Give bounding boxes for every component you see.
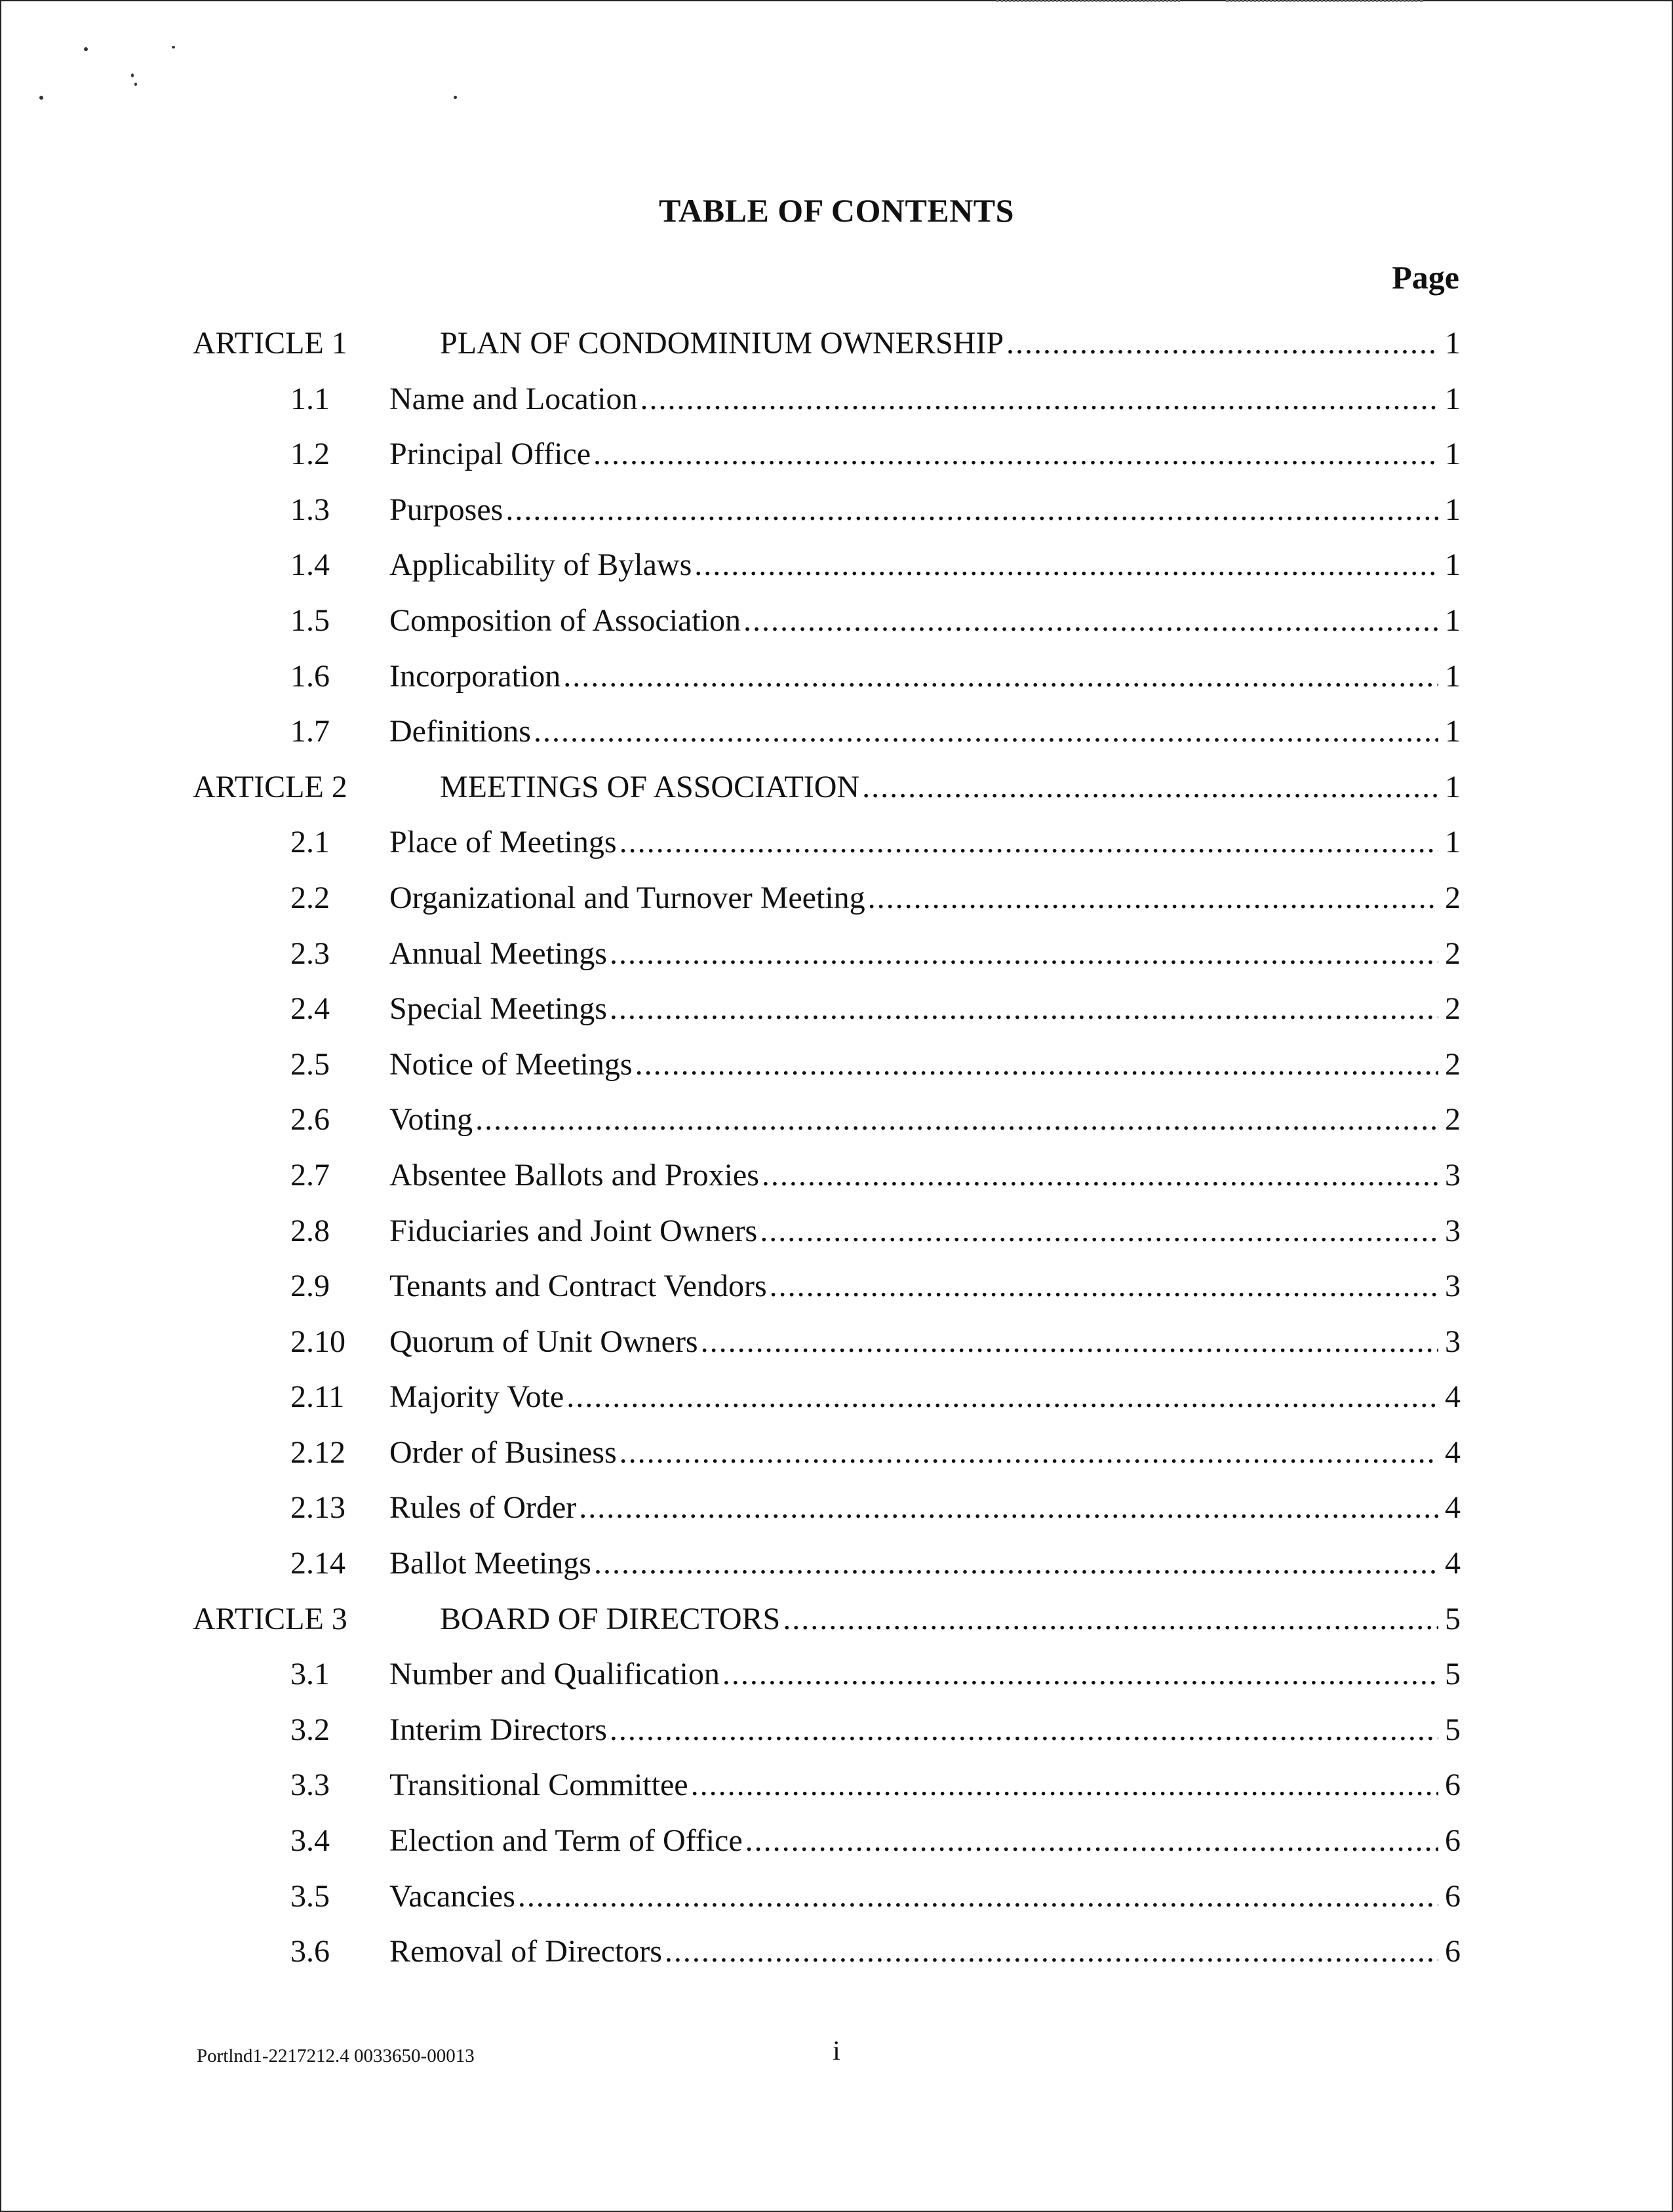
toc-entry-page: 2 — [1445, 880, 1461, 915]
toc-entry-line — [389, 1101, 1461, 1137]
dot-leader — [722, 1656, 1438, 1692]
scan-noise — [996, 0, 1180, 9]
toc-section-row — [0, 492, 1673, 547]
toc-entry-title: Removal of Directors — [389, 1934, 662, 1969]
toc-section-row — [0, 602, 1673, 658]
dot-leader — [762, 1157, 1438, 1193]
toc-section-row — [0, 1324, 1673, 1379]
toc-entry-page: 2 — [1445, 1102, 1461, 1137]
toc-entry-page: 1 — [1445, 825, 1461, 860]
toc-entry-page: 6 — [1445, 1768, 1461, 1803]
dot-leader — [610, 936, 1438, 972]
toc-entry-page: 1 — [1445, 714, 1461, 749]
toc-entry-line — [389, 1434, 1461, 1471]
toc-entry-title: Name and Location — [389, 381, 638, 416]
toc-entry-line — [389, 1545, 1461, 1581]
dot-leader — [475, 1101, 1438, 1137]
toc-article-row — [0, 1601, 1673, 1657]
scan-speck — [454, 96, 457, 99]
toc-section-row — [0, 1434, 1673, 1490]
toc-entry-line — [389, 880, 1461, 916]
dot-leader — [1006, 325, 1438, 361]
toc-entry-line — [389, 1823, 1461, 1859]
toc-section-row — [0, 1490, 1673, 1545]
toc-section-row — [0, 936, 1673, 991]
toc-entry-number: 2.1 — [290, 825, 330, 860]
toc-entry-line — [389, 713, 1461, 749]
toc-entry-line — [389, 1767, 1461, 1803]
dot-leader — [620, 824, 1438, 860]
toc-entry-number: 3.4 — [290, 1823, 330, 1859]
dot-leader — [694, 547, 1438, 583]
table-of-contents — [0, 325, 1673, 1989]
page-title: TABLE OF CONTENTS — [659, 192, 1014, 229]
toc-entry-number: 1.4 — [290, 547, 330, 583]
toc-entry-page: 5 — [1445, 1657, 1461, 1692]
toc-section-row — [0, 880, 1673, 936]
toc-entry-page: 1 — [1445, 602, 1461, 638]
dot-leader — [610, 1712, 1438, 1748]
toc-entry-number: 1.3 — [290, 492, 330, 527]
toc-section-row — [0, 1046, 1673, 1102]
toc-entry-line — [389, 492, 1461, 528]
toc-entry-title: Applicability of Bylaws — [389, 547, 692, 583]
toc-entry-page: 4 — [1445, 1434, 1461, 1470]
toc-entry-title: Tenants and Contract Vendors — [389, 1269, 767, 1304]
toc-section-row — [0, 1712, 1673, 1768]
dot-leader — [640, 381, 1438, 417]
toc-entry-number: 2.8 — [290, 1213, 330, 1248]
toc-entry-line — [389, 1490, 1461, 1526]
toc-entry-title: Ballot Meetings — [389, 1546, 591, 1581]
toc-section-row — [0, 1767, 1673, 1823]
toc-entry-number: 1.6 — [290, 658, 330, 694]
dot-leader — [620, 1434, 1438, 1471]
toc-entry-title: Election and Term of Office — [389, 1823, 743, 1859]
toc-entry-title: Transitional Committee — [389, 1768, 688, 1803]
toc-entry-page: 1 — [1445, 658, 1461, 694]
toc-entry-number: ARTICLE 1 — [193, 326, 347, 361]
dot-leader — [534, 713, 1438, 749]
toc-entry-page: 5 — [1445, 1601, 1461, 1636]
footer-document-id: Portlnd1-2217212.4 0033650-00013 — [197, 2045, 475, 2066]
toc-entry-number: 2.7 — [290, 1157, 330, 1193]
scan-speck — [39, 96, 43, 100]
dot-leader — [566, 1379, 1438, 1415]
toc-entry-line — [389, 936, 1461, 972]
scan-speck — [131, 73, 134, 77]
toc-entry-line — [389, 1712, 1461, 1748]
toc-entry-page: 1 — [1445, 437, 1461, 472]
dot-leader — [579, 1490, 1438, 1526]
toc-entry-page: 6 — [1445, 1823, 1461, 1859]
dot-leader — [635, 1046, 1438, 1082]
toc-section-row — [0, 1268, 1673, 1324]
toc-entry-number: 2.13 — [290, 1490, 345, 1526]
toc-entry-page: 1 — [1445, 547, 1461, 583]
scan-noise — [1226, 0, 1423, 9]
toc-entry-number: ARTICLE 2 — [193, 769, 347, 804]
toc-entry-title: Interim Directors — [389, 1712, 607, 1747]
toc-section-row — [0, 991, 1673, 1046]
toc-section-row — [0, 1213, 1673, 1269]
toc-entry-page: 4 — [1445, 1490, 1461, 1526]
dot-leader — [593, 436, 1438, 472]
dot-leader — [743, 602, 1438, 639]
toc-entry-title: Number and Qualification — [389, 1657, 720, 1692]
toc-entry-line — [389, 1933, 1461, 1969]
toc-entry-title: Voting — [389, 1102, 473, 1137]
toc-section-row — [0, 1878, 1673, 1934]
toc-entry-title: Definitions — [389, 714, 531, 749]
toc-entry-number: 1.1 — [290, 381, 330, 416]
toc-entry-title: PLAN OF CONDOMINIUM OWNERSHIP — [440, 326, 1004, 361]
dot-leader — [760, 1213, 1438, 1249]
toc-entry-title: Principal Office — [389, 437, 591, 472]
toc-entry-line — [389, 1213, 1461, 1249]
toc-entry-number: 2.6 — [290, 1102, 330, 1137]
scan-speck — [84, 47, 88, 51]
dot-leader — [745, 1823, 1438, 1859]
dot-leader — [868, 880, 1438, 916]
dot-leader — [518, 1878, 1438, 1914]
toc-entry-number: 2.9 — [290, 1269, 330, 1304]
toc-entry-number: 2.10 — [290, 1324, 345, 1359]
toc-section-row — [0, 1656, 1673, 1712]
scan-speck — [134, 83, 137, 86]
dot-leader — [505, 492, 1438, 528]
toc-entry-line — [389, 1046, 1461, 1082]
footer-page-number: i — [833, 2036, 840, 2066]
toc-entry-title: Incorporation — [389, 658, 561, 694]
dot-leader — [665, 1933, 1438, 1969]
toc-entry-number: 2.14 — [290, 1546, 345, 1581]
toc-entry-line — [389, 1878, 1461, 1914]
toc-entry-line — [389, 991, 1461, 1027]
toc-entry-page: 1 — [1445, 326, 1461, 361]
toc-entry-page: 1 — [1445, 769, 1461, 804]
toc-entry-line — [440, 325, 1461, 361]
toc-entry-page: 2 — [1445, 1046, 1461, 1082]
toc-entry-line — [440, 769, 1461, 805]
toc-section-row — [0, 824, 1673, 880]
toc-entry-page: 6 — [1445, 1878, 1461, 1914]
toc-entry-title: Fiduciaries and Joint Owners — [389, 1213, 758, 1248]
dot-leader — [701, 1324, 1438, 1360]
toc-entry-number: 1.2 — [290, 437, 330, 472]
toc-entry-number: ARTICLE 3 — [193, 1601, 347, 1636]
toc-entry-number: 2.12 — [290, 1434, 345, 1470]
toc-entry-line — [389, 547, 1461, 583]
toc-section-row — [0, 713, 1673, 769]
toc-article-row — [0, 769, 1673, 825]
toc-entry-line — [389, 381, 1461, 417]
toc-entry-number: 3.5 — [290, 1878, 330, 1914]
toc-entry-number: 2.5 — [290, 1046, 330, 1082]
toc-entry-number: 2.11 — [290, 1379, 345, 1415]
toc-entry-title: Order of Business — [389, 1434, 617, 1470]
toc-entry-title: Absentee Ballots and Proxies — [389, 1157, 759, 1193]
toc-entry-line — [389, 602, 1461, 639]
toc-entry-line — [389, 1268, 1461, 1304]
toc-entry-page: 2 — [1445, 991, 1461, 1027]
toc-entry-title: Vacancies — [389, 1878, 515, 1914]
toc-entry-page: 2 — [1445, 936, 1461, 971]
toc-entry-title: Purposes — [389, 492, 503, 527]
toc-entry-number: 2.3 — [290, 936, 330, 971]
toc-entry-title: Majority Vote — [389, 1379, 564, 1415]
toc-entry-page: 6 — [1445, 1934, 1461, 1969]
toc-section-row — [0, 1823, 1673, 1878]
toc-entry-number: 3.3 — [290, 1768, 330, 1803]
toc-entry-page: 3 — [1445, 1269, 1461, 1304]
toc-entry-line — [389, 1379, 1461, 1415]
toc-entry-page: 3 — [1445, 1324, 1461, 1359]
toc-entry-page: 1 — [1445, 492, 1461, 527]
toc-entry-line — [389, 658, 1461, 694]
toc-entry-title: Organizational and Turnover Meeting — [389, 880, 865, 915]
toc-article-row — [0, 325, 1673, 381]
page-column-header: Page — [1392, 259, 1459, 296]
toc-entry-title: Composition of Association — [389, 602, 741, 638]
dot-leader — [610, 991, 1438, 1027]
dot-leader — [594, 1545, 1438, 1581]
toc-section-row — [0, 1379, 1673, 1434]
dot-leader — [563, 658, 1438, 694]
toc-entry-number: 2.2 — [290, 880, 330, 915]
toc-section-row — [0, 1157, 1673, 1213]
scan-speck — [172, 46, 175, 49]
toc-entry-line — [440, 1601, 1461, 1637]
toc-section-row — [0, 1545, 1673, 1601]
toc-section-row — [0, 381, 1673, 437]
toc-entry-line — [389, 1656, 1461, 1692]
dot-leader — [691, 1767, 1438, 1803]
toc-entry-line — [389, 824, 1461, 860]
toc-section-row — [0, 436, 1673, 492]
toc-entry-title: MEETINGS OF ASSOCIATION — [440, 769, 860, 804]
toc-entry-page: 1 — [1445, 381, 1461, 416]
toc-entry-page: 5 — [1445, 1712, 1461, 1747]
toc-entry-number: 1.7 — [290, 714, 330, 749]
toc-entry-page: 4 — [1445, 1379, 1461, 1415]
toc-entry-title: Annual Meetings — [389, 936, 607, 971]
toc-entry-page: 3 — [1445, 1157, 1461, 1193]
toc-entry-page: 3 — [1445, 1213, 1461, 1248]
toc-entry-title: BOARD OF DIRECTORS — [440, 1601, 781, 1636]
toc-entry-number: 3.6 — [290, 1934, 330, 1969]
toc-entry-line — [389, 1324, 1461, 1360]
dot-leader — [770, 1268, 1438, 1304]
toc-entry-title: Special Meetings — [389, 991, 607, 1027]
toc-entry-line — [389, 436, 1461, 472]
toc-entry-title: Rules of Order — [389, 1490, 577, 1526]
toc-section-row — [0, 1933, 1673, 1989]
toc-section-row — [0, 1101, 1673, 1157]
toc-entry-title: Notice of Meetings — [389, 1046, 633, 1082]
dot-leader — [862, 769, 1438, 805]
toc-entry-number: 3.2 — [290, 1712, 330, 1747]
toc-entry-number: 3.1 — [290, 1657, 330, 1692]
toc-entry-title: Place of Meetings — [389, 825, 617, 860]
toc-entry-number: 1.5 — [290, 602, 330, 638]
toc-entry-number: 2.4 — [290, 991, 330, 1027]
toc-section-row — [0, 547, 1673, 602]
toc-section-row — [0, 658, 1673, 714]
toc-entry-line — [389, 1157, 1461, 1193]
dot-leader — [783, 1601, 1438, 1637]
toc-entry-title: Quorum of Unit Owners — [389, 1324, 698, 1359]
toc-entry-page: 4 — [1445, 1546, 1461, 1581]
